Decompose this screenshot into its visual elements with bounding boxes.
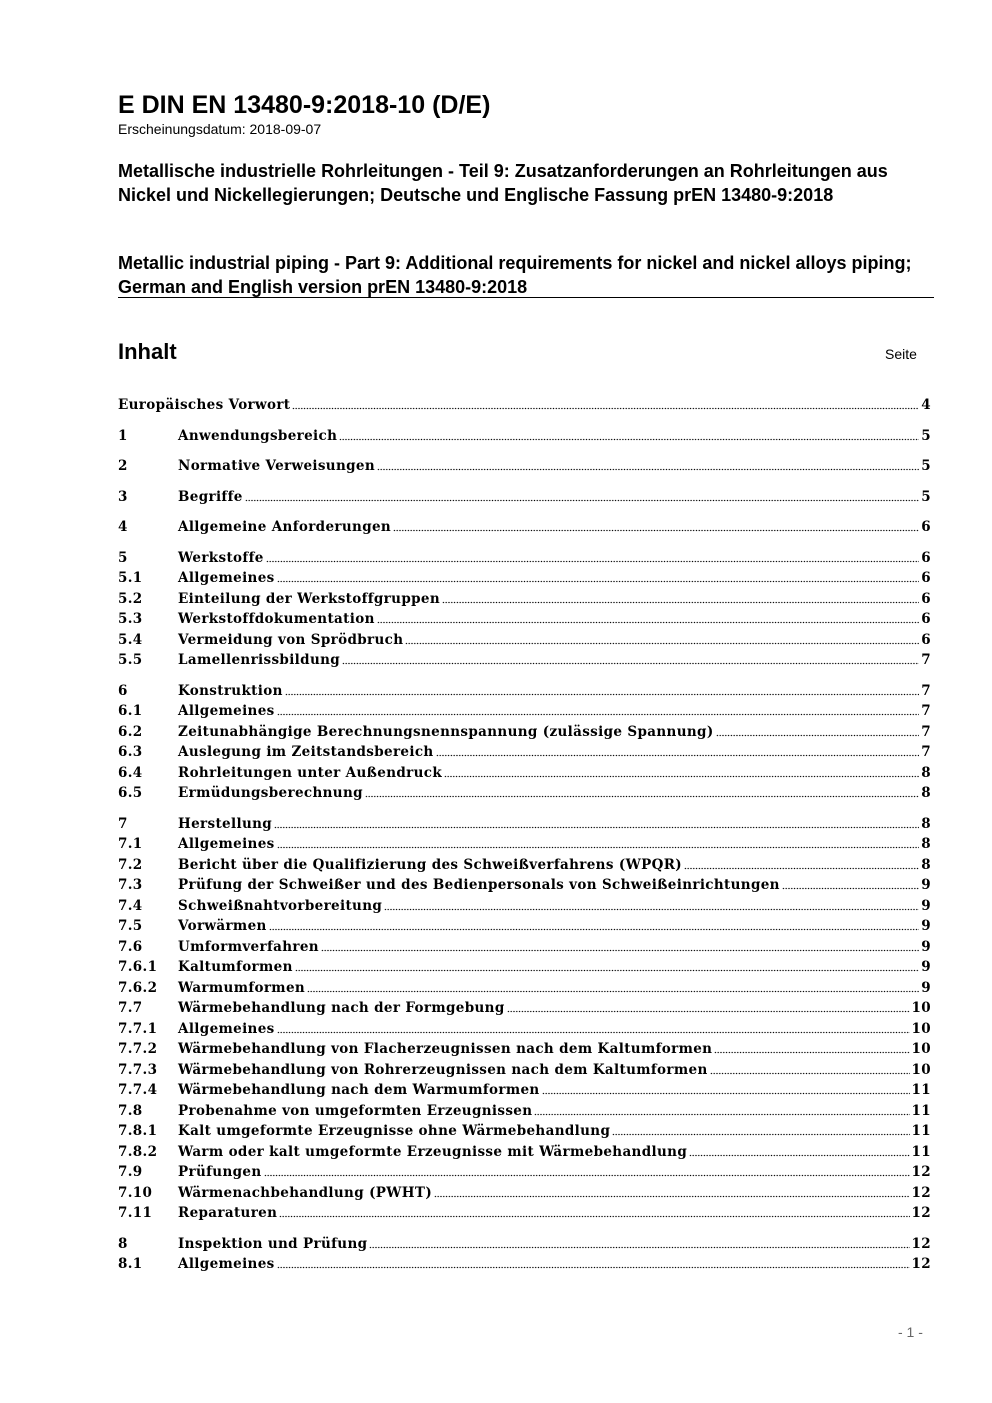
toc-entry[interactable] xyxy=(118,609,931,630)
toc-entry-page: 12 xyxy=(911,1184,931,1201)
toc-entry-page: 11 xyxy=(911,1082,931,1098)
toc-dot-leader xyxy=(434,1186,909,1198)
toc-entry-title: Konstruktion xyxy=(178,682,283,699)
toc-entry-number: 6.4 xyxy=(118,764,143,781)
toc-entry-page: 6 xyxy=(921,611,931,627)
title-english: Metallic industrial piping - Part 9: Additional requirements for nickel and nickel alloys piping; German and English version prEN 13480-9:2018 xyxy=(118,253,912,297)
toc-entry-page: 11 xyxy=(911,1123,931,1139)
toc-entry-number: 6.5 xyxy=(118,785,143,801)
toc-entry-page: 9 xyxy=(921,979,931,996)
toc-entry-title: Allgemeines xyxy=(178,570,275,586)
toc-entry-number: 5.2 xyxy=(118,590,143,607)
toc-entry-page: 6 xyxy=(921,549,931,566)
toc-entry-title: Allgemeines xyxy=(178,836,275,852)
toc-dot-leader xyxy=(684,858,919,870)
toc-entry[interactable] xyxy=(118,1080,931,1101)
toc-entry-title: Prüfung der Schweißer und des Bedienpersonals von Schweißeinrichtungen xyxy=(178,877,780,893)
toc-entry-page: 6 xyxy=(921,631,931,648)
toc-entry[interactable] xyxy=(118,916,931,937)
toc-entry[interactable] xyxy=(118,568,931,589)
toc-entry[interactable] xyxy=(118,896,931,917)
toc-entry-number: 7.9 xyxy=(118,1164,143,1180)
toc-dot-leader xyxy=(269,919,920,931)
toc-entry[interactable] xyxy=(118,548,931,569)
toc-entry-title: Wärmebehandlung von Flacherzeugnissen nach dem Kaltumformen xyxy=(178,1041,713,1057)
toc-entry-page: 5 xyxy=(921,488,931,505)
toc-entry[interactable] xyxy=(118,1183,931,1204)
toc-entry[interactable] xyxy=(118,426,931,447)
toc-entry-title: Ermüdungsberechnung xyxy=(178,785,363,801)
toc-entry[interactable] xyxy=(118,957,931,978)
toc-entry-page: 8 xyxy=(921,764,931,781)
toc-dot-leader xyxy=(277,837,920,849)
toc-entry[interactable] xyxy=(118,875,931,896)
toc-entry-page: 12 xyxy=(911,1164,931,1180)
toc-dot-leader xyxy=(264,1165,910,1177)
toc-entry-number: 2 xyxy=(118,458,128,474)
toc-dot-leader xyxy=(689,1145,909,1157)
toc-dot-leader xyxy=(393,520,919,532)
toc-entry[interactable] xyxy=(118,855,931,876)
toc-entry-title: Anwendungsbereich xyxy=(178,427,338,444)
toc-entry-number: 8.1 xyxy=(118,1256,143,1272)
toc-dot-leader xyxy=(782,878,919,890)
toc-entry-title: Inspektion und Prüfung xyxy=(178,1235,368,1252)
toc-entry-title: Wärmebehandlung nach der Formgebung xyxy=(178,1000,505,1016)
toc-dot-leader xyxy=(274,817,919,829)
toc-dot-leader xyxy=(295,960,919,972)
toc-dot-leader xyxy=(292,398,919,410)
toc-entry-page: 7 xyxy=(921,744,931,760)
toc-dot-leader xyxy=(405,633,919,645)
toc-entry-page: 9 xyxy=(921,918,931,934)
toc-entry[interactable] xyxy=(118,998,931,1019)
toc-entry[interactable] xyxy=(118,1121,931,1142)
toc-entry-title: Vermeidung von Sprödbruch xyxy=(178,631,404,648)
title-divider xyxy=(118,297,934,298)
toc-dot-leader xyxy=(277,704,920,716)
toc-entry[interactable] xyxy=(118,1234,931,1255)
toc-entry-page: 9 xyxy=(921,877,931,893)
toc-entry[interactable] xyxy=(118,1142,931,1163)
toc-entry-number: 7.7.4 xyxy=(118,1082,158,1098)
toc-entry[interactable] xyxy=(118,814,931,835)
toc-entry-title: Rohrleitungen unter Außendruck xyxy=(178,764,443,781)
toc-entry-page: 12 xyxy=(911,1256,931,1272)
toc-entry-page: 7 xyxy=(921,652,931,668)
toc-entry-page: 8 xyxy=(921,785,931,801)
toc-entry-number: 7.2 xyxy=(118,856,143,873)
toc-entry[interactable] xyxy=(118,1060,931,1081)
toc-entry-number: 6.1 xyxy=(118,703,143,719)
page-number: - 1 - xyxy=(898,1324,923,1340)
toc-entry-page: 7 xyxy=(921,723,931,740)
toc-entry-number: 6 xyxy=(118,682,128,699)
toc-entry-page: 10 xyxy=(911,1041,931,1057)
toc-entry-title: Werkstoffe xyxy=(178,549,264,566)
toc-entry-title: Kalt umgeformte Erzeugnisse ohne Wärmebehandlung xyxy=(178,1123,611,1139)
toc-entry-number: 7.1 xyxy=(118,836,143,852)
toc-dot-leader xyxy=(612,1124,909,1136)
toc-entry-title: Umformverfahren xyxy=(178,938,319,955)
toc-entry-title: Auslegung im Zeitstandsbereich xyxy=(178,744,434,760)
toc-entry-page: 6 xyxy=(921,590,931,607)
toc-entry-title: Begriffe xyxy=(178,488,243,505)
toc-entry-title: Kaltumformen xyxy=(178,959,293,975)
title-german: Metallische industrielle Rohrleitungen - Teil 9: Zusatzanforderungen an Rohrleitungen aus Nickel und Nickellegierungen; Deutsche und Englische Fassung prEN 13480-9:2018 xyxy=(118,161,888,205)
toc-entry-page: 12 xyxy=(911,1205,931,1221)
toc-entry-page: 11 xyxy=(911,1102,931,1119)
toc-entry-number: 7.11 xyxy=(118,1205,153,1221)
toc-entry-title: Warmumformen xyxy=(178,979,306,996)
toc-entry-page: 7 xyxy=(921,703,931,719)
toc-dot-leader xyxy=(342,653,919,665)
toc-entry[interactable] xyxy=(118,742,931,763)
toc-entry-page: 6 xyxy=(921,570,931,586)
toc-entry-number: 7.8.2 xyxy=(118,1143,158,1160)
toc-entry-title: Wärmenachbehandlung (PWHT) xyxy=(178,1184,433,1201)
toc-entry-number: 7.8.1 xyxy=(118,1123,158,1139)
toc-entry-title: Warm oder kalt umgeformte Erzeugnisse mit Wärmebehandlung xyxy=(178,1143,688,1160)
toc-dot-leader xyxy=(321,940,919,952)
toc-entry-title: Herstellung xyxy=(178,815,273,832)
toc-page-column-label: Seite xyxy=(885,346,917,362)
publication-date: Erscheinungsdatum: 2018-09-07 xyxy=(118,121,322,137)
toc-entry-page: 10 xyxy=(911,1000,931,1016)
toc-entry[interactable] xyxy=(118,1019,931,1040)
toc-entry-page: 7 xyxy=(921,682,931,699)
toc-dot-leader xyxy=(507,1001,910,1013)
toc-dot-leader xyxy=(534,1104,909,1116)
toc-entry-number: 5.3 xyxy=(118,611,143,627)
toc-entry-page: 5 xyxy=(921,427,931,444)
toc-entry[interactable] xyxy=(118,783,931,804)
toc-entry-number: 1 xyxy=(118,427,128,444)
toc-entry-title: Prüfungen xyxy=(178,1164,262,1180)
toc-entry-page: 8 xyxy=(921,856,931,873)
toc-entry[interactable] xyxy=(118,650,931,671)
toc-entry-number: 7.7 xyxy=(118,1000,143,1016)
toc-entry[interactable] xyxy=(118,1101,931,1122)
toc-entry-number: 6.3 xyxy=(118,744,143,760)
toc-dot-leader xyxy=(716,725,920,737)
toc-entry[interactable] xyxy=(118,517,931,538)
toc-dot-leader xyxy=(714,1042,909,1054)
toc-entry-title: Lamellenrissbildung xyxy=(178,652,341,668)
toc-dot-leader xyxy=(339,429,919,441)
toc-entry-page: 8 xyxy=(921,836,931,852)
toc-dot-leader xyxy=(279,1206,909,1218)
toc-entry-number: 5.5 xyxy=(118,652,143,668)
toc-entry[interactable] xyxy=(118,763,931,784)
toc-entry-title: Allgemeines xyxy=(178,703,275,719)
toc-dot-leader xyxy=(710,1063,910,1075)
toc-heading: Inhalt xyxy=(118,339,177,364)
toc-dot-leader xyxy=(542,1083,910,1095)
toc-dot-leader xyxy=(377,612,920,624)
toc-dot-leader xyxy=(377,459,919,471)
toc-entry-title: Schweißnahtvorbereitung xyxy=(178,897,383,914)
toc-entry-page: 9 xyxy=(921,897,931,914)
toc-entry-title: Allgemeine Anforderungen xyxy=(178,519,392,535)
toc-dot-leader xyxy=(442,592,919,604)
toc-entry-title: Wärmebehandlung von Rohrerzeugnissen nach dem Kaltumformen xyxy=(178,1061,708,1078)
toc-entry-number: 8 xyxy=(118,1235,128,1252)
toc-entry[interactable] xyxy=(118,978,931,999)
toc-entry-title: Reparaturen xyxy=(178,1205,278,1221)
toc-dot-leader xyxy=(307,981,919,993)
toc-dot-leader xyxy=(369,1237,909,1249)
toc-entry[interactable] xyxy=(118,630,931,651)
document-id: E DIN EN 13480-9:2018-10 (D/E) xyxy=(118,91,491,119)
toc-entry[interactable] xyxy=(118,722,931,743)
toc-entry[interactable] xyxy=(118,1203,931,1224)
toc-entry-page: 8 xyxy=(921,815,931,832)
toc-dot-leader xyxy=(444,766,919,778)
toc-entry-page: 9 xyxy=(921,959,931,975)
toc-entry-number: 7.6 xyxy=(118,938,143,955)
toc-entry-number: 5 xyxy=(118,549,128,566)
toc-entry-number: 7.6.2 xyxy=(118,979,158,996)
toc-entry-number: 3 xyxy=(118,488,128,505)
toc-dot-leader xyxy=(277,1022,910,1034)
toc-entry-title: Allgemeines xyxy=(178,1256,275,1272)
toc-entry[interactable] xyxy=(118,487,931,508)
toc-entry-title: Wärmebehandlung nach dem Warmumformen xyxy=(178,1082,540,1098)
toc-entry-number: 7.3 xyxy=(118,877,143,893)
toc-entry-page: 10 xyxy=(911,1061,931,1078)
toc-entry[interactable] xyxy=(118,589,931,610)
toc-entry-number: 4 xyxy=(118,519,128,535)
toc-entry-number: 7.10 xyxy=(118,1184,153,1201)
toc-entry-page: 5 xyxy=(921,458,931,474)
toc-entry-number: 7.7.2 xyxy=(118,1041,158,1057)
toc-entry-title: Probenahme von umgeformten Erzeugnissen xyxy=(178,1102,533,1119)
toc-dot-leader xyxy=(365,786,919,798)
toc-entry-title: Vorwärmen xyxy=(178,918,267,934)
toc-entry-page: 11 xyxy=(911,1143,931,1160)
toc-dot-leader xyxy=(285,684,919,696)
toc-dot-leader xyxy=(384,899,919,911)
toc-entry-title: Bericht über die Qualifizierung des Schweißverfahrens (WPQR) xyxy=(178,856,683,873)
toc-entry[interactable] xyxy=(118,1254,931,1275)
toc-entry-page: 6 xyxy=(921,519,931,535)
toc-entry-title: Europäisches Vorwort xyxy=(118,397,291,413)
toc-entry[interactable] xyxy=(118,937,931,958)
toc-entry-title: Allgemeines xyxy=(178,1020,275,1037)
toc-entry[interactable] xyxy=(118,681,931,702)
toc-entry-title: Normative Verweisungen xyxy=(178,458,376,474)
toc-entry-page: 9 xyxy=(921,938,931,955)
toc-entry-number: 7.7.1 xyxy=(118,1020,158,1037)
toc-dot-leader xyxy=(245,490,920,502)
toc-entry[interactable] xyxy=(118,1039,931,1060)
toc-entry[interactable] xyxy=(118,1162,931,1183)
toc-entry-number: 7.7.3 xyxy=(118,1061,158,1078)
toc-dot-leader xyxy=(436,745,920,757)
toc-entry[interactable] xyxy=(118,834,931,855)
toc-entry-number: 7.5 xyxy=(118,918,143,934)
toc-entry-page: 12 xyxy=(911,1235,931,1252)
toc-entry-title: Einteilung der Werkstoffgruppen xyxy=(178,590,440,607)
toc-entry-number: 7 xyxy=(118,815,128,832)
toc-entry-number: 5.4 xyxy=(118,631,143,648)
toc-entry-number: 7.8 xyxy=(118,1102,143,1119)
toc-entry-number: 6.2 xyxy=(118,723,143,740)
toc-dot-leader xyxy=(277,1257,910,1269)
table-of-contents xyxy=(118,395,931,1275)
toc-entry-page: 4 xyxy=(921,397,931,413)
toc-entry[interactable] xyxy=(118,456,931,477)
toc-dot-leader xyxy=(266,551,920,563)
toc-entry-title: Werkstoffdokumentation xyxy=(178,611,375,627)
toc-entry[interactable] xyxy=(118,395,931,416)
toc-dot-leader xyxy=(277,571,920,583)
toc-entry-page: 10 xyxy=(911,1020,931,1037)
toc-entry-number: 7.6.1 xyxy=(118,959,158,975)
toc-entry-title: Zeitunabhängige Berechnungsnennspannung (zulässige Spannung) xyxy=(178,723,714,740)
toc-entry-number: 5.1 xyxy=(118,570,143,586)
toc-entry-number: 7.4 xyxy=(118,897,143,914)
toc-entry[interactable] xyxy=(118,701,931,722)
